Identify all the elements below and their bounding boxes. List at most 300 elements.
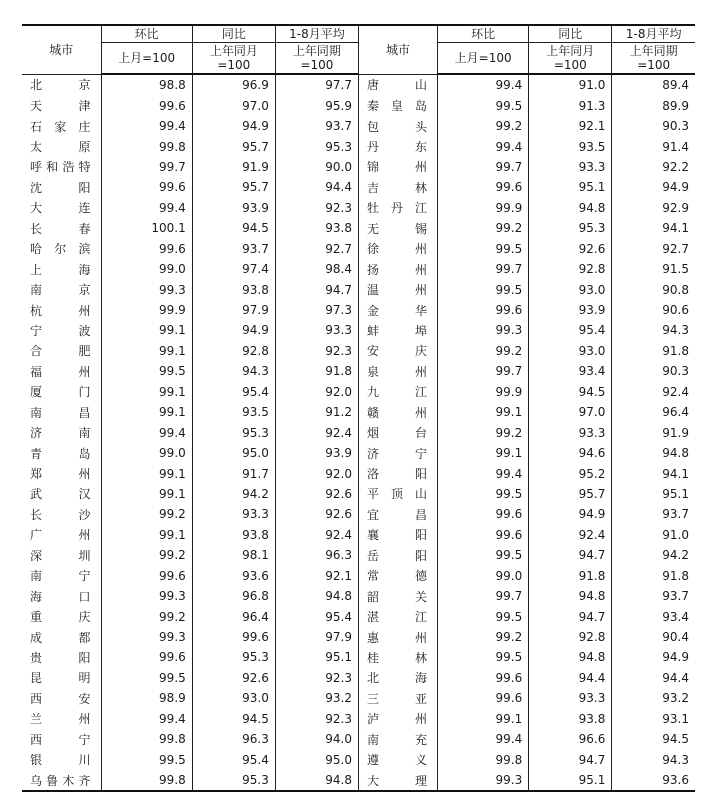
right-mom-cell: 99.2	[438, 627, 529, 647]
right-mom-cell: 99.5	[438, 95, 529, 115]
right-city-cell: 大理	[358, 770, 437, 791]
left-city-cell: 武汉	[30, 487, 91, 502]
right-avg-cell: 89.9	[612, 95, 695, 115]
right-yoy-cell: 95.1	[529, 177, 612, 197]
right-mom-cell: 99.4	[438, 463, 529, 483]
table-row	[22, 709, 695, 729]
right-city-cell: 襄阳	[358, 525, 437, 545]
left-avg-cell: 92.1	[275, 566, 358, 586]
left-yoy-cell: 96.4	[192, 606, 275, 626]
right-city-cell: 南充	[358, 729, 437, 749]
left-yoy-cell: 93.8	[192, 525, 275, 545]
right-mom-cell: 99.5	[438, 279, 529, 299]
right-city-cell: 宜昌	[358, 504, 437, 524]
right-city-cell: 包头	[358, 116, 437, 136]
right-mom-cell: 99.3	[438, 320, 529, 340]
left-city-cell: 青岛	[30, 446, 91, 461]
left-yoy-cell: 92.8	[192, 341, 275, 361]
left-mom-cell: 99.3	[101, 279, 192, 299]
left-mom-cell: 99.6	[101, 177, 192, 197]
left-avg-cell: 94.8	[275, 586, 358, 606]
right-yoy-cell: 94.6	[529, 443, 612, 463]
left-city-cell: 济南	[30, 426, 91, 441]
right-avg-cell: 94.1	[612, 463, 695, 483]
table-row	[22, 525, 695, 545]
left-avg-cell: 91.8	[275, 361, 358, 381]
left-city-cell: 北京	[30, 78, 91, 93]
left-yoy-cell: 94.5	[192, 218, 275, 238]
right-city-cell: 温州	[358, 279, 437, 299]
right-yoy-cell: 94.9	[529, 504, 612, 524]
left-mom-cell: 99.4	[101, 116, 192, 136]
table-header	[22, 25, 695, 74]
right-mom-cell: 99.6	[438, 525, 529, 545]
right-yoy-cell: 95.4	[529, 320, 612, 340]
left-avg-cell: 92.7	[275, 239, 358, 259]
left-mom-cell: 99.5	[101, 668, 192, 688]
table-row	[22, 361, 695, 381]
right-city-cell: 济宁	[358, 443, 437, 463]
left-yoy-cell: 91.7	[192, 463, 275, 483]
right-mom-cell: 99.2	[438, 341, 529, 361]
left-avg-cell: 92.6	[275, 504, 358, 524]
left-city-cell: 呼和浩特	[30, 160, 91, 175]
right-mom-cell: 99.6	[438, 668, 529, 688]
right-avg-cell: 90.3	[612, 361, 695, 381]
right-mom-cell: 99.2	[438, 116, 529, 136]
yoy-header-left: 同比	[192, 25, 275, 43]
right-city-cell: 扬州	[358, 259, 437, 279]
left-city-cell: 海口	[30, 589, 91, 604]
left-yoy-cell: 94.9	[192, 320, 275, 340]
left-yoy-cell: 93.6	[192, 566, 275, 586]
right-yoy-cell: 95.3	[529, 218, 612, 238]
right-city-cell: 锦州	[358, 157, 437, 177]
right-avg-cell: 94.1	[612, 218, 695, 238]
right-avg-cell: 94.8	[612, 443, 695, 463]
table-row	[22, 688, 695, 708]
right-mom-cell: 99.5	[438, 606, 529, 626]
right-city-cell: 丹东	[358, 136, 437, 156]
right-mom-cell: 99.6	[438, 504, 529, 524]
left-avg-cell: 95.3	[275, 136, 358, 156]
right-yoy-cell: 92.6	[529, 239, 612, 259]
right-city-cell: 惠州	[358, 627, 437, 647]
left-yoy-cell: 93.9	[192, 198, 275, 218]
right-mom-cell: 99.9	[438, 198, 529, 218]
right-city-cell: 唐山	[358, 74, 437, 95]
right-yoy-cell: 94.8	[529, 647, 612, 667]
left-yoy-cell: 95.3	[192, 770, 275, 791]
right-yoy-cell: 93.8	[529, 709, 612, 729]
left-city-cell: 乌鲁木齐	[22, 770, 101, 791]
right-avg-cell: 90.6	[612, 300, 695, 320]
right-mom-cell: 99.4	[438, 136, 529, 156]
right-city-cell: 三亚	[358, 688, 437, 708]
left-mom-cell: 99.7	[101, 157, 192, 177]
left-avg-cell: 93.2	[275, 688, 358, 708]
left-city-cell: 广州	[30, 528, 91, 543]
left-avg-cell: 93.3	[275, 320, 358, 340]
left-avg-cell: 94.0	[275, 729, 358, 749]
left-mom-cell: 99.0	[101, 259, 192, 279]
right-yoy-cell: 93.4	[529, 361, 612, 381]
left-mom-cell: 99.3	[101, 627, 192, 647]
right-mom-cell: 99.6	[438, 300, 529, 320]
left-city-cell: 厦门	[30, 385, 91, 400]
right-city-cell: 牡丹江	[358, 198, 437, 218]
table-row	[22, 239, 695, 259]
left-yoy-cell: 94.9	[192, 116, 275, 136]
right-avg-cell: 94.5	[612, 729, 695, 749]
right-avg-cell: 91.8	[612, 566, 695, 586]
right-avg-cell: 94.3	[612, 320, 695, 340]
table-row	[22, 320, 695, 340]
right-avg-cell: 91.5	[612, 259, 695, 279]
left-city-cell: 福州	[30, 364, 91, 379]
left-yoy-cell: 93.5	[192, 402, 275, 422]
right-city-cell: 安庆	[358, 341, 437, 361]
left-mom-cell: 99.2	[101, 504, 192, 524]
right-avg-cell: 93.4	[612, 606, 695, 626]
right-yoy-cell: 95.2	[529, 463, 612, 483]
right-mom-cell: 99.7	[438, 259, 529, 279]
right-avg-cell: 92.9	[612, 198, 695, 218]
left-city-cell: 哈尔滨	[30, 242, 91, 257]
right-city-cell: 徐州	[358, 239, 437, 259]
right-yoy-cell: 93.0	[529, 279, 612, 299]
right-yoy-cell: 94.8	[529, 198, 612, 218]
right-city-cell: 九江	[358, 382, 437, 402]
right-city-cell: 泸州	[358, 709, 437, 729]
mom-base-header-left: 上月=100	[101, 43, 192, 75]
right-avg-cell: 94.9	[612, 647, 695, 667]
mom-header-right: 环比	[438, 25, 529, 43]
mom-base-header-right: 上月=100	[438, 43, 529, 75]
table-row	[22, 95, 695, 115]
right-city-cell: 吉林	[358, 177, 437, 197]
left-mom-cell: 99.2	[101, 606, 192, 626]
left-mom-cell: 99.6	[101, 95, 192, 115]
left-city-cell: 成都	[30, 630, 91, 645]
right-city-cell: 洛阳	[358, 463, 437, 483]
left-mom-cell: 99.6	[101, 647, 192, 667]
right-city-cell: 韶关	[358, 586, 437, 606]
right-avg-cell: 90.3	[612, 116, 695, 136]
right-avg-cell: 96.4	[612, 402, 695, 422]
table-body	[22, 74, 695, 791]
left-mom-cell: 99.8	[101, 770, 192, 791]
right-mom-cell: 99.1	[438, 402, 529, 422]
right-avg-cell: 92.7	[612, 239, 695, 259]
right-avg-cell: 94.3	[612, 749, 695, 769]
avg-base-header-left: 上年同期 =100	[275, 43, 358, 75]
right-avg-cell: 93.2	[612, 688, 695, 708]
right-yoy-cell: 94.7	[529, 606, 612, 626]
right-mom-cell: 99.3	[438, 770, 529, 791]
table-row	[22, 218, 695, 238]
left-yoy-cell: 95.3	[192, 422, 275, 442]
right-avg-cell: 90.8	[612, 279, 695, 299]
mom-header-left: 环比	[101, 25, 192, 43]
table-row	[22, 259, 695, 279]
right-avg-cell: 91.0	[612, 525, 695, 545]
table-row	[22, 177, 695, 197]
table-row	[22, 382, 695, 402]
right-city-cell: 无锡	[358, 218, 437, 238]
right-avg-cell: 94.2	[612, 545, 695, 565]
right-city-cell: 秦皇岛	[358, 95, 437, 115]
left-yoy-cell: 91.9	[192, 157, 275, 177]
left-avg-cell: 92.3	[275, 668, 358, 688]
left-city-cell: 昆明	[30, 671, 91, 686]
left-avg-cell: 92.0	[275, 463, 358, 483]
left-city-cell: 长春	[30, 221, 91, 236]
right-avg-cell: 91.4	[612, 136, 695, 156]
left-yoy-cell: 99.6	[192, 627, 275, 647]
left-city-cell: 南昌	[30, 405, 91, 420]
left-avg-cell: 95.4	[275, 606, 358, 626]
right-city-cell: 平顶山	[358, 484, 437, 504]
right-mom-cell: 99.2	[438, 422, 529, 442]
table-row	[22, 157, 695, 177]
left-yoy-cell: 97.0	[192, 95, 275, 115]
right-mom-cell: 99.5	[438, 484, 529, 504]
right-mom-cell: 99.2	[438, 218, 529, 238]
right-yoy-cell: 92.8	[529, 627, 612, 647]
left-yoy-cell: 97.9	[192, 300, 275, 320]
left-city-cell: 南宁	[30, 569, 91, 584]
right-mom-cell: 99.7	[438, 361, 529, 381]
left-mom-cell: 99.1	[101, 484, 192, 504]
right-yoy-cell: 91.0	[529, 74, 612, 95]
table-row	[22, 198, 695, 218]
left-yoy-cell: 95.0	[192, 443, 275, 463]
left-avg-cell: 92.6	[275, 484, 358, 504]
left-city-cell: 南京	[30, 283, 91, 298]
table-row	[22, 484, 695, 504]
left-mom-cell: 99.0	[101, 443, 192, 463]
right-avg-cell: 94.4	[612, 668, 695, 688]
right-mom-cell: 99.5	[438, 239, 529, 259]
left-avg-cell: 94.7	[275, 279, 358, 299]
left-mom-cell: 99.3	[101, 586, 192, 606]
right-yoy-cell: 94.7	[529, 749, 612, 769]
left-city-cell: 沈阳	[30, 180, 91, 195]
left-yoy-cell: 93.7	[192, 239, 275, 259]
table-row	[22, 627, 695, 647]
left-mom-cell: 99.5	[101, 361, 192, 381]
table-row	[22, 74, 695, 95]
left-city-cell: 石家庄	[30, 119, 91, 134]
table-row	[22, 300, 695, 320]
left-yoy-cell: 93.3	[192, 504, 275, 524]
right-avg-cell: 92.2	[612, 157, 695, 177]
left-avg-cell: 92.4	[275, 525, 358, 545]
right-mom-cell: 99.5	[438, 647, 529, 667]
left-yoy-cell: 98.1	[192, 545, 275, 565]
right-yoy-cell: 94.8	[529, 586, 612, 606]
left-avg-cell: 92.3	[275, 341, 358, 361]
left-city-cell: 兰州	[30, 712, 91, 727]
left-avg-cell: 98.4	[275, 259, 358, 279]
table-row	[22, 422, 695, 442]
left-mom-cell: 99.5	[101, 749, 192, 769]
right-city-cell: 泉州	[358, 361, 437, 381]
left-city-cell: 太原	[30, 140, 91, 155]
right-mom-cell: 99.5	[438, 545, 529, 565]
right-avg-cell: 93.1	[612, 709, 695, 729]
right-mom-cell: 99.1	[438, 443, 529, 463]
right-city-cell: 赣州	[358, 402, 437, 422]
right-avg-cell: 90.4	[612, 627, 695, 647]
table-row	[22, 116, 695, 136]
left-yoy-cell: 93.0	[192, 688, 275, 708]
right-city-cell: 桂林	[358, 647, 437, 667]
left-city-cell: 西安	[30, 691, 91, 706]
left-city-cell: 重庆	[30, 610, 91, 625]
right-yoy-cell: 93.3	[529, 688, 612, 708]
left-mom-cell: 99.6	[101, 239, 192, 259]
right-yoy-cell: 93.0	[529, 341, 612, 361]
left-mom-cell: 99.1	[101, 463, 192, 483]
right-yoy-cell: 92.4	[529, 525, 612, 545]
table-row	[22, 463, 695, 483]
left-mom-cell: 99.8	[101, 136, 192, 156]
right-mom-cell: 99.6	[438, 177, 529, 197]
right-yoy-cell: 94.7	[529, 545, 612, 565]
left-city-cell: 大连	[30, 201, 91, 216]
right-mom-cell: 99.7	[438, 157, 529, 177]
right-avg-cell: 94.9	[612, 177, 695, 197]
left-yoy-cell: 94.2	[192, 484, 275, 504]
right-city-cell: 金华	[358, 300, 437, 320]
left-yoy-cell: 95.4	[192, 749, 275, 769]
table-row	[22, 586, 695, 606]
right-avg-cell: 89.4	[612, 74, 695, 95]
avg-header-left: 1-8月平均	[275, 25, 358, 43]
left-mom-cell: 99.9	[101, 300, 192, 320]
left-avg-cell: 97.7	[275, 74, 358, 95]
right-city-cell: 湛江	[358, 606, 437, 626]
table-row	[22, 341, 695, 361]
right-city-cell: 常德	[358, 566, 437, 586]
avg-base-header-right: 上年同期 =100	[612, 43, 695, 75]
left-mom-cell: 99.8	[101, 729, 192, 749]
table-row	[22, 729, 695, 749]
left-mom-cell: 99.1	[101, 525, 192, 545]
right-yoy-cell: 92.1	[529, 116, 612, 136]
right-city-cell: 遵义	[358, 749, 437, 769]
left-yoy-cell: 96.8	[192, 586, 275, 606]
left-yoy-cell: 97.4	[192, 259, 275, 279]
left-city-cell: 银川	[30, 753, 91, 768]
left-city-cell: 长沙	[30, 507, 91, 522]
right-yoy-cell: 93.5	[529, 136, 612, 156]
right-city-cell: 烟台	[358, 422, 437, 442]
left-city-cell: 郑州	[30, 467, 91, 482]
left-avg-cell: 93.9	[275, 443, 358, 463]
right-yoy-cell: 96.6	[529, 729, 612, 749]
city-header-right: 城市	[358, 25, 437, 74]
table-row	[22, 566, 695, 586]
left-yoy-cell: 94.3	[192, 361, 275, 381]
right-avg-cell: 93.7	[612, 586, 695, 606]
left-avg-cell: 95.1	[275, 647, 358, 667]
right-yoy-cell: 93.9	[529, 300, 612, 320]
right-avg-cell: 91.9	[612, 422, 695, 442]
left-yoy-cell: 95.3	[192, 647, 275, 667]
left-mom-cell: 99.4	[101, 422, 192, 442]
yoy-base-header-right: 上年同月 =100	[529, 43, 612, 75]
left-yoy-cell: 92.6	[192, 668, 275, 688]
right-city-cell: 岳阳	[358, 545, 437, 565]
right-yoy-cell: 93.3	[529, 422, 612, 442]
left-avg-cell: 92.3	[275, 709, 358, 729]
right-mom-cell: 99.6	[438, 688, 529, 708]
left-mom-cell: 99.1	[101, 320, 192, 340]
right-mom-cell: 99.8	[438, 749, 529, 769]
left-mom-cell: 99.4	[101, 198, 192, 218]
right-mom-cell: 99.4	[438, 729, 529, 749]
right-yoy-cell: 92.8	[529, 259, 612, 279]
left-mom-cell: 99.2	[101, 545, 192, 565]
left-city-cell: 合肥	[30, 344, 91, 359]
left-avg-cell: 90.0	[275, 157, 358, 177]
right-yoy-cell: 93.3	[529, 157, 612, 177]
left-avg-cell: 92.4	[275, 422, 358, 442]
left-yoy-cell: 93.8	[192, 279, 275, 299]
right-yoy-cell: 95.7	[529, 484, 612, 504]
left-avg-cell: 94.8	[275, 770, 358, 791]
right-avg-cell: 93.6	[612, 770, 695, 791]
table-row	[22, 606, 695, 626]
left-avg-cell: 96.3	[275, 545, 358, 565]
right-mom-cell: 99.4	[438, 74, 529, 95]
table-row	[22, 402, 695, 422]
left-avg-cell: 95.9	[275, 95, 358, 115]
table-row	[22, 749, 695, 769]
left-yoy-cell: 96.3	[192, 729, 275, 749]
right-mom-cell: 99.1	[438, 709, 529, 729]
avg-header-right: 1-8月平均	[612, 25, 695, 43]
left-avg-cell: 92.0	[275, 382, 358, 402]
left-city-cell: 贵阳	[30, 650, 91, 665]
right-avg-cell: 93.7	[612, 504, 695, 524]
left-yoy-cell: 94.5	[192, 709, 275, 729]
left-city-cell: 西宁	[30, 732, 91, 747]
left-avg-cell: 94.4	[275, 177, 358, 197]
left-mom-cell: 100.1	[101, 218, 192, 238]
left-mom-cell: 99.1	[101, 341, 192, 361]
right-mom-cell: 99.9	[438, 382, 529, 402]
right-avg-cell: 92.4	[612, 382, 695, 402]
right-mom-cell: 99.0	[438, 566, 529, 586]
left-city-cell: 上海	[30, 262, 91, 277]
table-row	[22, 443, 695, 463]
right-yoy-cell: 95.1	[529, 770, 612, 791]
right-city-cell: 蚌埠	[358, 320, 437, 340]
left-avg-cell: 92.3	[275, 198, 358, 218]
yoy-base-header-left: 上年同月 =100	[192, 43, 275, 75]
left-avg-cell: 93.7	[275, 116, 358, 136]
table-row	[22, 545, 695, 565]
left-mom-cell: 99.1	[101, 382, 192, 402]
left-yoy-cell: 95.7	[192, 177, 275, 197]
left-city-cell: 天津	[30, 99, 91, 114]
table-row	[22, 647, 695, 667]
right-mom-cell: 99.7	[438, 586, 529, 606]
